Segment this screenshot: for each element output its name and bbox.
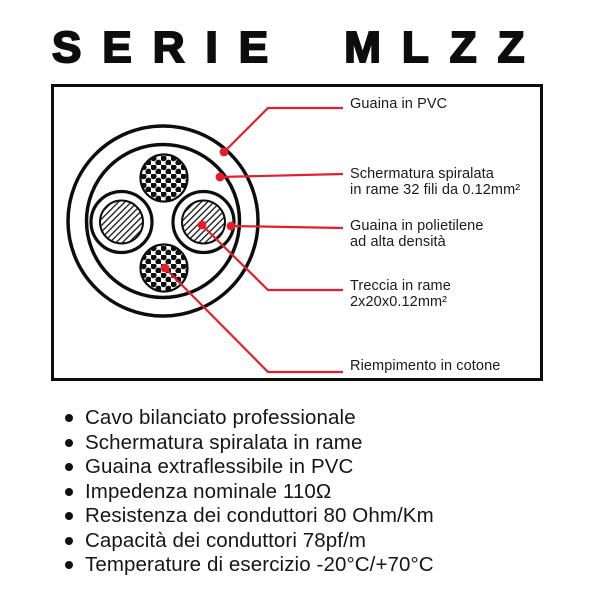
label-line: Riempimento in cotone [350,358,501,374]
label-spiral-shield [350,167,520,198]
spec-item [65,455,434,480]
label-cotton-filler [350,359,500,375]
spec-item-text: Guaina extraflessibile in PVC [85,455,354,479]
spec-item [65,529,434,554]
label-pvc-sheath [350,97,447,113]
label-line: Guaina in polietilene [350,218,484,234]
bullet-icon [65,414,73,422]
copper-braid-left-circle [100,201,143,244]
anchor-dot-pvc-sheath [220,148,229,157]
spec-item [65,504,434,529]
cable-cross-section-diagram [51,84,543,381]
anchor-dot-copper-braid [198,221,207,230]
label-line: in rame 32 fili da 0.12mm² [350,181,521,198]
label-copper-braid [350,279,451,310]
anchor-dot-cotton-filler [161,264,170,273]
spec-item [65,553,434,578]
page-title: SERIE MLZZ [52,23,546,72]
label-line: 2x20x0.12mm² [350,293,448,310]
label-polyethylene-sheath [350,219,484,250]
label-line: ad alta densità [350,233,446,250]
spec-item-text: Cavo bilanciato professionale [85,406,356,430]
bullet-icon [65,439,73,447]
spec-item [65,480,434,505]
spec-item [65,431,434,456]
cotton-filler-top-circle [141,155,188,202]
anchor-dot-spiral-shield [216,173,225,182]
bullet-icon [65,463,73,471]
bullet-icon [65,561,73,569]
label-line: Treccia in rame [350,278,451,294]
bullet-icon [65,537,73,545]
spec-item-text: Capacità dei conduttori 78pf/m [85,528,367,552]
spec-item-text: Schermatura spiralata in rame [85,430,363,454]
spec-item-text: Temperature di esercizio -20°C/+70°C [85,553,434,577]
bullet-icon [65,512,73,520]
spec-item-text: Impedenza nominale 110Ω [85,479,332,503]
spec-list [65,406,434,578]
spec-item-text: Resistenza dei conduttori 80 Ohm/Km [85,504,434,528]
anchor-dot-polyethylene-sheath [227,222,236,231]
spec-item [65,406,434,431]
label-line: Schermatura spiralata [350,166,494,182]
label-line: Guaina in PVC [350,96,448,112]
bullet-icon [65,488,73,496]
